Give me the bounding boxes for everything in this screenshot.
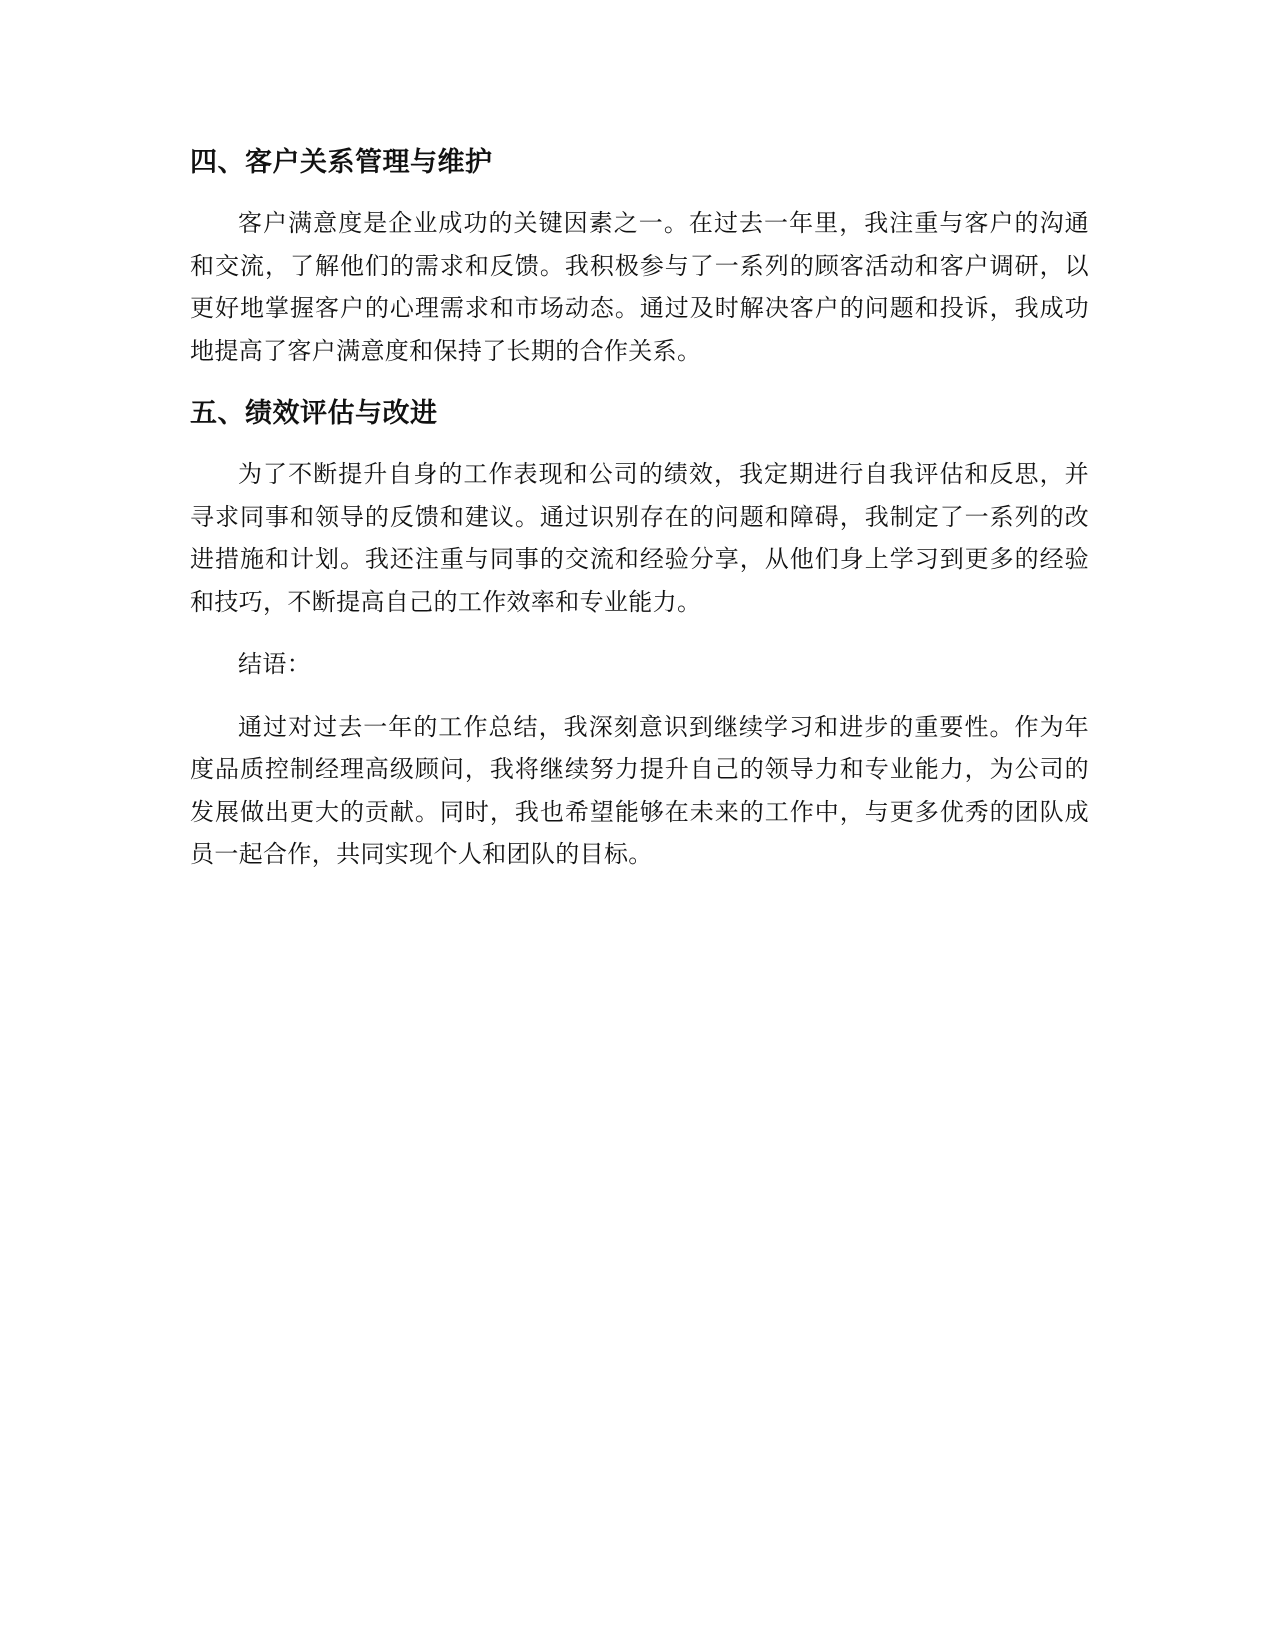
section-5-paragraph: 为了不断提升自身的工作表现和公司的绩效，我定期进行自我评估和反思，并寻求同事和领导的反馈和建议。通过识别存在的问题和障碍，我制定了一系列的改进措施和计划。我还注重与同事的交流和经验分享，从他们身上学习到更多的经验和技巧，不断提高自己的工作效率和专业能力。 <box>190 460 1089 616</box>
closing-paragraph: 通过对过去一年的工作总结，我深刻意识到继续学习和进步的重要性。作为年度品质控制经理高级顾问，我将继续努力提升自己的领导力和专业能力，为公司的发展做出更大的贡献。同时，我也希望能够在未来的工作中，与更多优秀的团队成员一起合作，共同实现个人和团队的目标。 <box>190 712 1089 868</box>
section-5-heading: 五、绩效评估与改进 <box>190 398 438 429</box>
closing-label: 结语： <box>238 650 312 678</box>
document-body <box>190 146 1089 876</box>
section-4-paragraph: 客户满意度是企业成功的关键因素之一。在过去一年里，我注重与客户的沟通和交流，了解他们的需求和反馈。我积极参与了一系列的顾客活动和客户调研，以更好地掌握客户的心理需求和市场动态。通过及时解决客户的问题和投诉，我成功地提高了客户满意度和保持了长期的合作关系。 <box>190 209 1089 365</box>
section-4-heading: 四、客户关系管理与维护 <box>190 147 493 178</box>
